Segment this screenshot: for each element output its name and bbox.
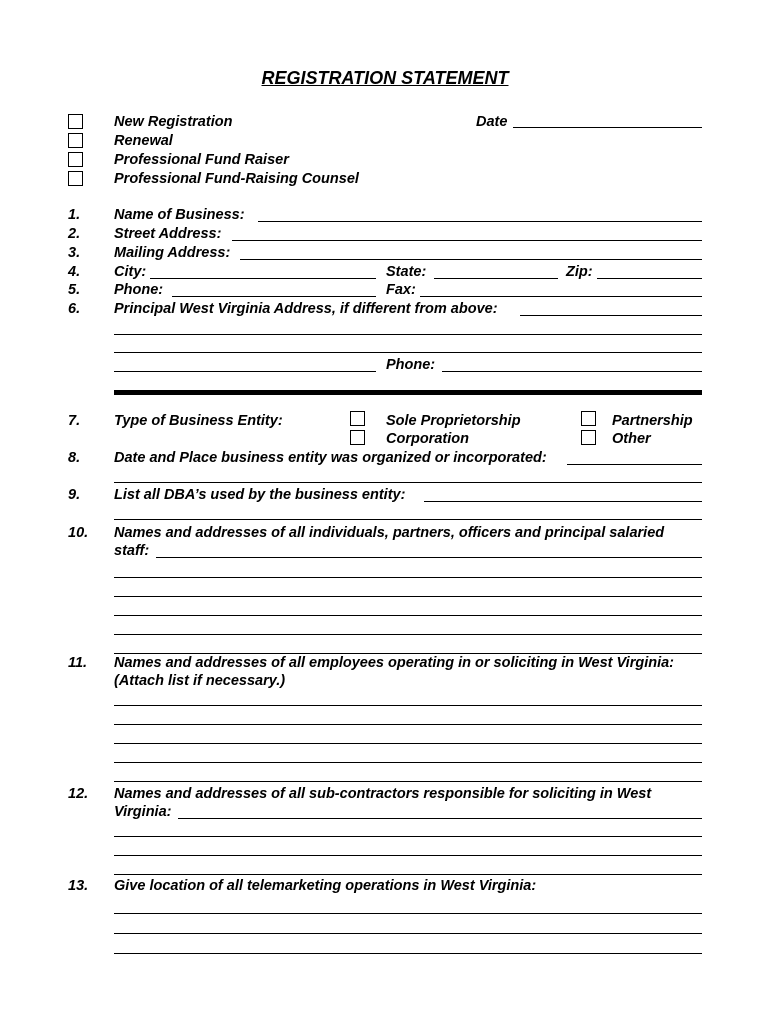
individuals-line[interactable] [114,634,702,635]
telemarketing-label: Give location of all telemarketing operations in West Virginia: [114,878,537,894]
new-registration-checkbox[interactable] [68,114,83,129]
page-title: REGISTRATION STATEMENT [261,68,509,88]
employees-label-cont: (Attach list if necessary.) [114,673,286,689]
city-field[interactable] [150,278,376,279]
item-number: 1. [68,207,81,223]
principal-wv-address-field[interactable] [520,315,702,316]
subcontractors-label: Names and addresses of all sub-contractors responsible for soliciting in West [114,786,652,802]
subcontractors-line[interactable] [114,855,702,856]
other-checkbox[interactable] [581,430,596,445]
subcontractors-field[interactable] [178,818,702,819]
fax-label: Fax: [386,282,416,298]
employees-line[interactable] [114,743,702,744]
employees-line[interactable] [114,781,702,782]
telemarketing-line[interactable] [114,933,702,934]
city-label: City: [114,264,147,280]
employees-label: Names and addresses of all employees operating in or soliciting in West Virginia: [114,655,675,671]
phone-label: Phone: [114,282,164,298]
item-number: 11. [68,655,88,671]
individuals-line[interactable] [114,653,702,654]
street-address-field[interactable] [232,240,702,241]
employees-line[interactable] [114,724,702,725]
principal-wv-address-line[interactable] [114,371,376,372]
date-field[interactable] [513,127,702,128]
item-number: 13. [68,878,89,894]
sole-proprietorship-checkbox[interactable] [350,411,365,426]
item-number: 8. [68,450,81,466]
telemarketing-line[interactable] [114,913,702,914]
item-number: 6. [68,301,81,317]
individuals-label-cont: staff: [114,543,150,559]
phone-field[interactable] [172,296,376,297]
fund-raiser-checkbox[interactable] [68,152,83,167]
state-label: State: [386,264,427,280]
renewal-label: Renewal [114,133,173,149]
individuals-field[interactable] [156,557,702,558]
telemarketing-line[interactable] [114,953,702,954]
section-divider [114,390,702,395]
fund-raising-counsel-label: Professional Fund-Raising Counsel [114,171,359,187]
individuals-label: Names and addresses of all individuals, partners, officers and principal salaried [114,525,665,541]
sole-proprietorship-label: Sole Proprietorship [386,413,521,429]
item-number: 7. [68,413,81,429]
item-number: 4. [68,264,81,280]
individuals-line[interactable] [114,596,702,597]
state-field[interactable] [434,278,558,279]
other-label: Other [612,431,651,447]
individuals-line[interactable] [114,615,702,616]
dba-field[interactable] [424,501,702,502]
employees-line[interactable] [114,762,702,763]
date-label: Date [476,114,508,130]
principal-phone-field[interactable] [442,371,702,372]
partnership-checkbox[interactable] [581,411,596,426]
fund-raising-counsel-checkbox[interactable] [68,171,83,186]
mailing-address-field[interactable] [240,259,702,260]
principal-wv-address-line[interactable] [114,352,702,353]
partnership-label: Partnership [612,413,693,429]
subcontractors-line[interactable] [114,836,702,837]
employees-line[interactable] [114,705,702,706]
dba-line[interactable] [114,519,702,520]
street-address-label: Street Address: [114,226,222,242]
entity-type-label: Type of Business Entity: [114,413,283,429]
renewal-checkbox[interactable] [68,133,83,148]
subcontractors-line[interactable] [114,874,702,875]
principal-wv-address-line[interactable] [114,334,702,335]
item-number: 2. [68,226,81,242]
item-number: 3. [68,245,81,261]
corporation-label: Corporation [386,431,469,447]
item-number: 12. [68,786,89,802]
dba-label: List all DBA’s used by the business entity: [114,487,406,503]
item-number: 9. [68,487,81,503]
zip-label: Zip: [566,264,593,280]
subcontractors-label-cont: Virginia: [114,804,172,820]
principal-phone-label: Phone: [386,357,436,373]
mailing-address-label: Mailing Address: [114,245,231,261]
business-name-label: Name of Business: [114,207,245,223]
business-name-field[interactable] [258,221,702,222]
item-number: 5. [68,282,81,298]
corporation-checkbox[interactable] [350,430,365,445]
organized-date-place-line[interactable] [114,482,702,483]
fax-field[interactable] [420,296,702,297]
principal-wv-address-label: Principal West Virginia Address, if different from above: [114,301,498,317]
new-registration-label: New Registration [114,114,233,130]
individuals-line[interactable] [114,577,702,578]
organized-date-place-label: Date and Place business entity was organized or incorporated: [114,450,547,466]
item-number: 10. [68,525,89,541]
zip-field[interactable] [597,278,702,279]
fund-raiser-label: Professional Fund Raiser [114,152,289,168]
organized-date-place-field[interactable] [567,464,702,465]
